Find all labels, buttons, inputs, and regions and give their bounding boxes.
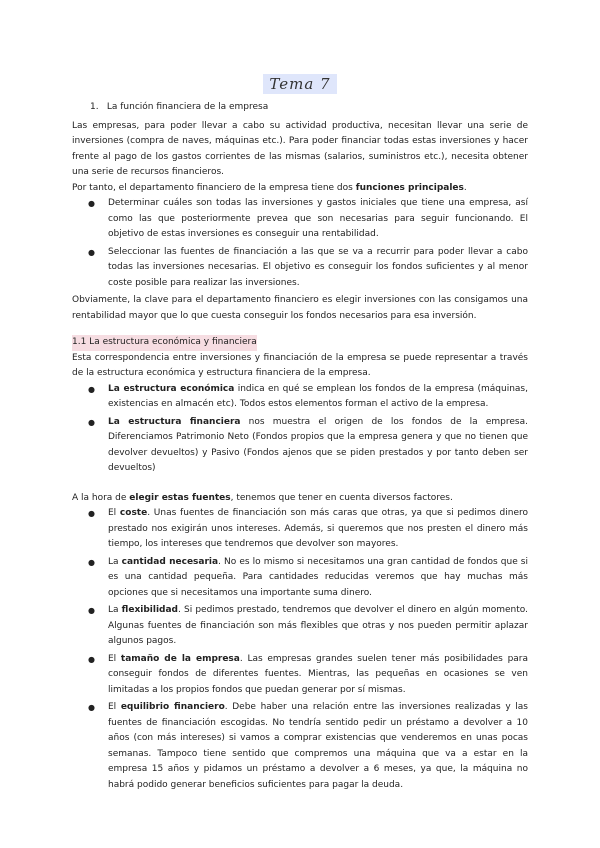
list-item: ● La cantidad necesaria. No es lo mismo si necesitamos una gran cantidad de fondos que si es una cantidad pequeña. Para cantidades reducidas veremos que hay muchas más opciones que si necesitamos una importante suma dinero. <box>88 556 529 598</box>
section-heading <box>90 100 528 116</box>
list-item: ● La estructura financiera nos muestra el origen de los fondos de la empresa. Diferenciamos Patrimonio Neto (Fondos propios que la empresa genera y que no tienen que devolver devueltos) y Pasivo (Fondos ajenos que se piden prestados y por tanto deben ser devueltos) <box>88 416 528 473</box>
list-item: ● La flexibilidad. Si pedimos prestado, tendremos que devolver el dinero en algún momento. Algunas fuentes de financiación son más flexibles que otras y nos pueden permitir aplazar algunos pagos. <box>88 605 528 646</box>
list-item: ● La estructura económica indica en qué se emplean los fondos de la empresa (máquinas, existencias en almacén etc). Todos estos elementos forman el activo de la empresa. <box>88 383 528 409</box>
list-item: ● El equilibrio financiero. Debe haber una relación entre las inversiones realizadas y las fuentes de financiación escogidas. No tendría sentido pedir un préstamo a devolver a 10 años (con más intereses) si vamos a comprar existencias que venderemos en unas pocas semanas. Tampoco tiene sentido que compremos una máquina que va a estar en la empresa 15 años y pidamos un préstamo a devolver a 6 meses, ya que, la máquina no habrá podido generar beneficios suficientes para pagar la deuda. <box>88 702 528 790</box>
list-item: ● Seleccionar las fuentes de financiación a las que se va a recurrir para poder llevar a cabo todas las inversiones necesarias. El objetivo es conseguir los fondos suficientes y al menor coste posible para realizar las inversiones. <box>88 246 528 288</box>
paragraph: Las empresas, para poder llevar a cabo su actividad productiva, necesitan llevar una serie de inversiones (compra de naves, máquinas etc.). Para poder financiar todas estas inversiones y hacer frente al pago de los gastos corrientes de las mismas (salarios, suministros etc.), necesita obtener una serie de recursos financieros. <box>72 120 528 177</box>
section-heading-text: La función financiera de la empresa <box>106 102 269 112</box>
factor-list <box>72 506 528 793</box>
list-item: ● El coste. Unas fuentes de financiación son más caras que otras, ya que si pedimos dinero prestado nos exigirán unos intereses. Además, si queremos que nos presten el dinero más tiempo, los intereses que tendremos que devolver son mayores. <box>88 508 528 549</box>
paragraph: Esta correspondencia entre inversiones y financiación de la empresa se puede representar a través de la estructura económica y estructura financiera de la empresa. <box>72 352 528 378</box>
paragraph: Por tanto, el departamento financiero de la empresa tiene dos funciones principales. <box>72 182 467 193</box>
page-title: Tema 7 <box>263 74 336 94</box>
paragraph: A la hora de elegir estas fuentes, tenemos que tener en cuenta diversos factores. <box>72 492 453 503</box>
document-body <box>72 98 528 795</box>
list-item: ● El tamaño de la empresa. Las empresas grandes suelen tener más posibilidades para conseguir fondos de diferentes fuentes. Mientras, las pequeñas en ocasiones se ven limitadas a los propios fondos que puedan generar por sí mismas. <box>88 653 529 695</box>
section-number: 1. <box>90 102 99 112</box>
bullet-list <box>72 196 528 291</box>
list-item: ● Determinar cuáles son todas las inversiones y gastos iniciales que tiene una empresa, así como las que posteriormente prevea que son necesarias para seguir funcionando. El objetivo de estas inversiones es conseguir una rentabilidad. <box>88 198 528 239</box>
paragraph: Obviamente, la clave para el departamento financiero es elegir inversiones con las consigamos una rentabilidad mayor que lo que cuesta conseguir los fondos necesarios para esa inversión. <box>72 295 528 321</box>
bullet-list <box>72 382 528 477</box>
subsection-heading: 1.1 La estructura económica y financiera <box>72 335 257 351</box>
